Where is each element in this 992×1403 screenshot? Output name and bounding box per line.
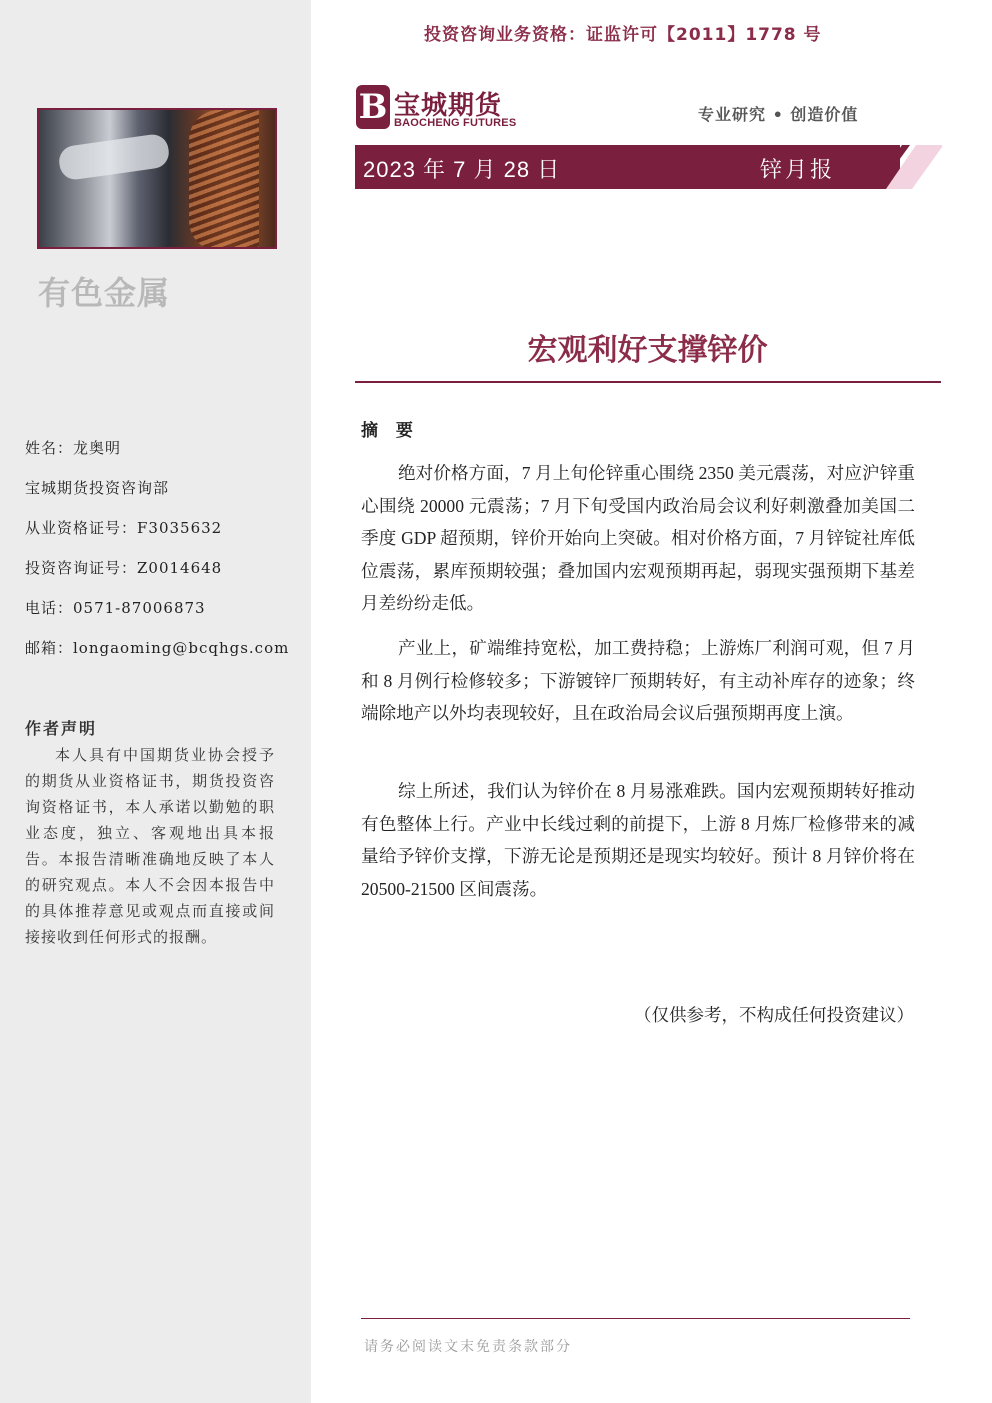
report-date: 2023 年 7 月 28 日	[363, 157, 561, 182]
disclaimer: （仅供参考，不构成任何投资建议）	[634, 1005, 914, 1025]
logo-english-name: BAOCHENG FUTURES	[394, 117, 517, 129]
statement-title: 作者声明	[25, 719, 98, 738]
report-type: 锌月报	[760, 158, 836, 183]
statement-body: 本人具有中国期货业协会授予的期货从业资格证书，期货投资咨询资格证书，本人承诺以勤勉的职业态度，独立、客观地出具本报告。本报告清晰准确地反映了本人的研究观点。本人不会因本报告中的具体推荐意见或观点而直接或间接接收到任何形式的报酬。	[25, 746, 275, 946]
title-divider	[355, 381, 941, 383]
license-line: 投资咨询业务资格：证监许可【2011】1778 号	[424, 25, 822, 45]
slogan: 专业研究 • 创造价值	[698, 105, 859, 124]
sector-label: 有色金属	[38, 274, 171, 312]
company-logo	[356, 85, 526, 133]
qualification-number: 从业资格证号：F3035632	[25, 519, 223, 537]
author-department: 宝城期货投资咨询部	[25, 479, 170, 497]
author-name: 姓名：龙奥明	[25, 439, 122, 457]
abstract-paragraph-2: 产业上，矿端维持宽松，加工费持稳；上游炼厂利润可观，但 7 月和 8 月例行检修较多；下游镀锌厂预期转好，有主动补库存的迹象；终端除地产以外均表现较好，且在政治局会议后强预期再度上演。	[361, 638, 915, 723]
logo-chinese-name: 宝城期货	[394, 91, 503, 121]
banner-stripes-icon	[860, 145, 942, 189]
email-address[interactable]: 邮箱：longaoming@bcqhgs.com	[25, 639, 290, 657]
footer-divider	[361, 1318, 910, 1319]
consult-number: 投资咨询证号：Z0014648	[25, 559, 223, 577]
abstract-paragraph-3: 综上所述，我们认为锌价在 8 月易涨难跌。国内宏观预期转好推动有色整体上行。产业中长线过剩的前提下，上游 8 月炼厂检修带来的减量给予锌价支撑，下游无论是预期还是现实均较好。预计 8 月锌价将在 20500-21500 区间震荡。	[361, 781, 915, 899]
page-title: 宏观利好支撑锌价	[527, 333, 768, 368]
abstract-heading: 摘 要	[361, 421, 419, 441]
logo-mark-icon: B	[356, 85, 390, 129]
photo-copper-coil	[189, 110, 259, 249]
footer-notice: 请务必阅读文末免责条款部分	[364, 1339, 572, 1355]
abstract-paragraph-1: 绝对价格方面，7 月上旬伦锌重心围绕 2350 美元震荡，对应沪锌重心围绕 20000 元震荡；7 月下旬受国内政治局会议利好刺激叠加美国二季度 GDP 超预期，锌价开始向上突破。相对价格方面，7 月锌锭社库低位震荡，累库预期较强；叠加国内宏观预期再起，弱现实强预期下基差月差纷纷走低。	[361, 463, 915, 613]
photo-metal-highlight	[57, 133, 171, 182]
cover-photo	[37, 108, 277, 249]
phone-number: 电话：0571-87006873	[25, 599, 206, 617]
